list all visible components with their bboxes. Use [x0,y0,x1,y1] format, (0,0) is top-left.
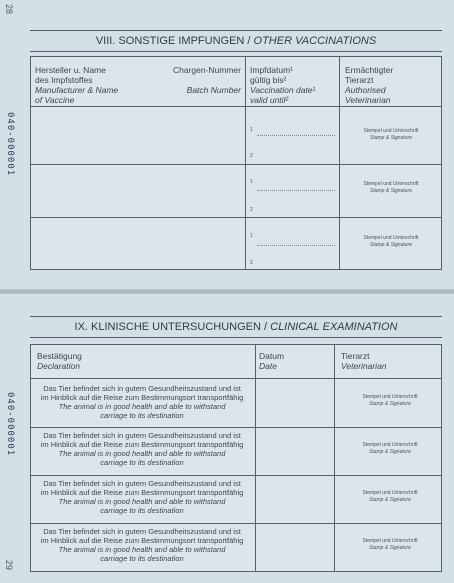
header-declaration [37,351,187,371]
header-text: valid until² [250,95,289,105]
stamp-text: Stamp & Signature [370,135,412,141]
row-divider [31,427,441,428]
stamp-signature [358,235,424,249]
stamp-text: Stempel und Unterschrift [362,394,418,400]
stamp-signature [357,442,423,456]
decl-line: The animal is in good health and able to withstand [58,545,226,554]
header-divider [31,106,441,107]
header-text: Tierarzt [341,351,370,361]
declaration-text [33,384,251,420]
section-title [30,30,442,52]
stamp-signature [357,490,423,504]
header-text: des Impfstoffes [35,75,93,85]
date-mark: 1 [250,179,253,185]
serial-number: 040-000001 [5,392,15,457]
page-number: 29 [4,560,14,571]
decl-line: Das Tier befindet sich in gutem Gesundheitszustand und ist [43,527,241,536]
page-29 [0,294,454,583]
decl-line: carriage to its destination [100,458,184,467]
title-english: OTHER VACCINATIONS [253,35,377,47]
decl-line: im Hinblick auf die Reise zum Bestimmungsort transportfähig [40,488,244,497]
header-text: Bestätigung [37,351,82,361]
declaration-text [33,431,251,467]
stamp-text: Stempel und Unterschrift [362,490,418,496]
decl-line: Das Tier befindet sich in gutem Gesundheitszustand und ist [43,431,241,440]
page-28 [0,0,454,290]
header-text: Chargen-Nummer [172,65,241,75]
stamp-text: Stamp & Signature [369,545,411,551]
decl-line: im Hinblick auf die Reise zum Bestimmungsort transportfähig [40,440,244,449]
header-text: Declaration [37,361,80,371]
decl-line: The animal is in good health and able to withstand [58,497,226,506]
stamp-signature [357,538,423,552]
date-mark: 2 [250,260,253,266]
stamp-text: Stempel und Unterschrift [363,128,419,134]
vaccination-table [30,56,442,270]
row-divider [31,523,441,524]
section-title [30,316,442,338]
header-date [250,65,336,105]
header-veterinarian [345,65,439,105]
decl-line: Das Tier befindet sich in gutem Gesundheitszustand und ist [43,479,241,488]
stamp-text: Stempel und Unterschrift [363,235,419,241]
header-text: of Vaccine [35,95,75,105]
header-divider [31,378,441,379]
header-batch [161,65,241,95]
header-text: Datum [259,351,285,361]
stamp-text: Stempel und Unterschrift [363,181,419,187]
stamp-text: Stamp & Signature [370,188,412,194]
header-text: Veterinarian [345,95,391,105]
header-text: Ermächtigter [345,65,394,75]
date-mark: 2 [250,153,253,159]
declaration-text [33,527,251,563]
col-divider [339,57,340,269]
declaration-text [33,479,251,515]
header-text: Batch Number [186,85,241,95]
col-divider [245,57,246,269]
date-line [257,190,335,191]
decl-line: carriage to its destination [100,411,184,420]
stamp-signature [358,181,424,195]
serial-number: 040-000001 [5,112,15,177]
header-text: Vaccination date¹ [250,85,316,95]
stamp-signature [357,394,423,408]
header-text: Date [259,361,277,371]
title-english: CLINICAL EXAMINATION [270,321,398,333]
stamp-signature [358,128,424,142]
stamp-text: Stamp & Signature [369,497,411,503]
header-text: gültig bis² [250,75,287,85]
date-line [257,135,335,136]
header-text: Hersteller u. Name [35,65,106,75]
decl-line: The animal is in good health and able to withstand [58,449,226,458]
examination-table [30,344,442,572]
header-text: Manufacturer & Name [35,85,119,95]
decl-line: im Hinblick auf die Reise zum Bestimmungsort transportfähig [40,393,244,402]
title-german: VIII. SONSTIGE IMPFUNGEN / [95,35,254,47]
date-mark: 1 [250,127,253,133]
date-mark: 2 [250,207,253,213]
date-mark: 1 [250,233,253,239]
row-divider [31,164,441,165]
decl-line: carriage to its destination [100,554,184,563]
header-text: Authorised [345,85,386,95]
header-veterinarian [341,351,437,371]
decl-line: The animal is in good health and able to withstand [58,402,226,411]
date-line [257,245,335,246]
page-number: 28 [4,4,14,15]
title-german: IX. KLINISCHE UNTERSUCHUNGEN / [74,321,271,333]
header-text: Tierarzt [345,75,374,85]
header-text: Veterinarian [341,361,387,371]
decl-line: im Hinblick auf die Reise zum Bestimmungsort transportfähig [40,536,244,545]
stamp-text: Stempel und Unterschrift [362,538,418,544]
stamp-text: Stempel und Unterschrift [362,442,418,448]
decl-line: carriage to its destination [100,506,184,515]
stamp-text: Stamp & Signature [369,449,411,455]
row-divider [31,217,441,218]
decl-line: Das Tier befindet sich in gutem Gesundheitszustand und ist [43,384,241,393]
stamp-text: Stamp & Signature [370,242,412,248]
header-date [259,351,329,371]
stamp-text: Stamp & Signature [369,401,411,407]
header-text: Impfdatum¹ [250,65,293,75]
row-divider [31,475,441,476]
